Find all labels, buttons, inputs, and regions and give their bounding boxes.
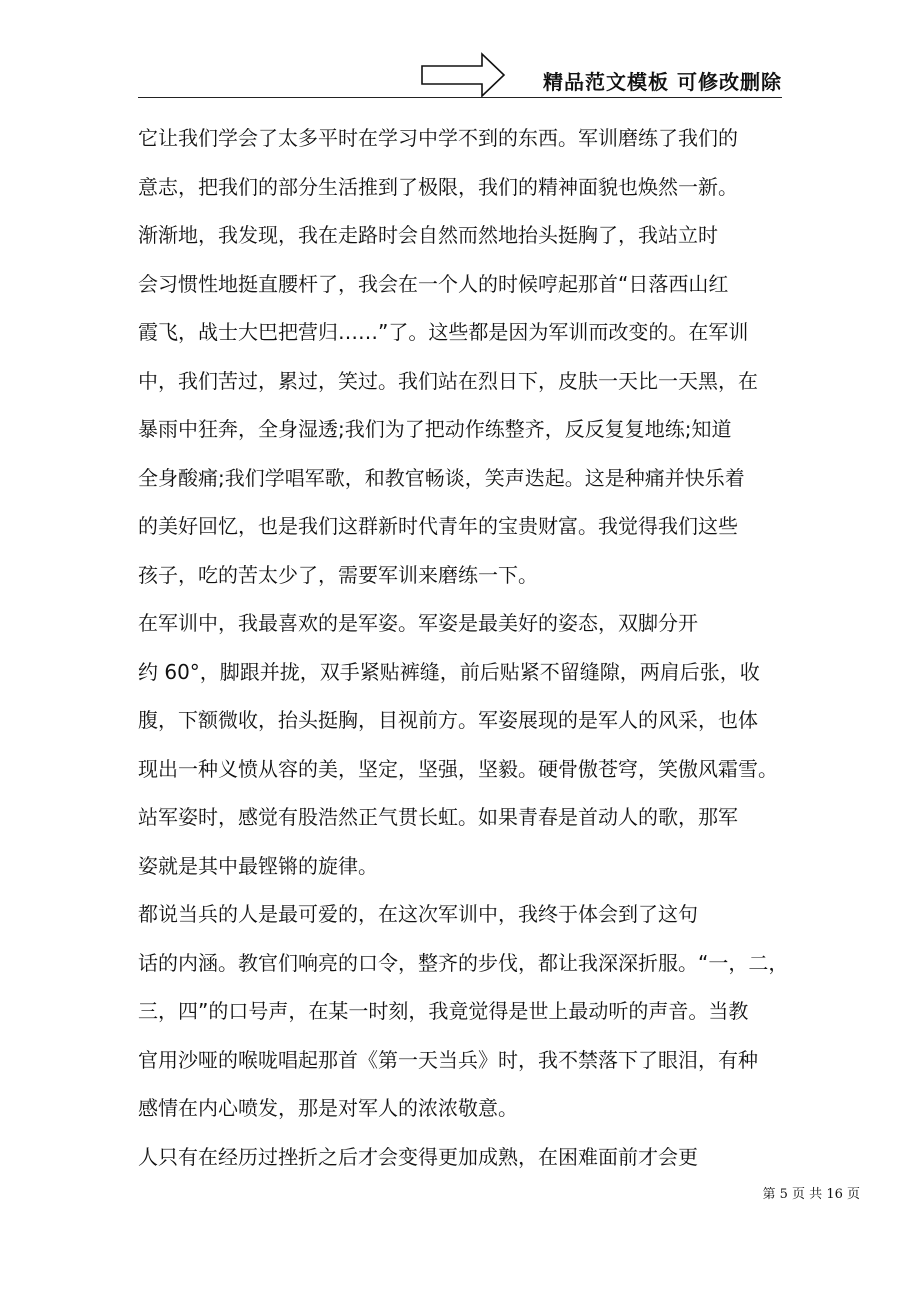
text-line: 在军训中，我最喜欢的是军姿。军姿是最美好的姿态，双脚分开 [138,611,698,635]
header-divider [138,97,782,98]
text-line: 站军姿时，感觉有股浩然正气贯长虹。如果青春是首动人的歌，那军 [138,805,738,829]
text-line: 约 60°，脚跟并拢，双手紧贴裤缝，前后贴紧不留缝隙，两肩后张，收 [138,659,760,684]
text-line: 话的内涵。教官们响亮的口令，整齐的步伐，都让我深深折服。“一，二， [138,950,789,975]
page-number: 第 5 页 共 16 页 [762,1187,860,1202]
text-line: 会习惯性地挺直腰杆了，我会在一个人的时候哼起那首“日落西山红 [138,271,729,296]
text-line: 三，四”的口号声，在某一时刻，我竟觉得是世上最动听的声音。当教 [138,999,749,1023]
text-line: 全身酸痛;我们学唱军歌，和教官畅谈，笑声迭起。这是种痛并快乐着 [138,465,745,490]
right-arrow-icon [420,52,506,98]
text-line: 人只有在经历过挫折之后才会变得更加成熟，在困难面前才会更 [138,1144,698,1169]
text-line: 都说当兵的人是最可爱的，在这次军训中，我终于体会到了这句 [138,902,698,926]
text-line: 官用沙哑的喉咙唱起那首《第一天当兵》时，我不禁落下了眼泪，有种 [138,1047,758,1072]
document-body [138,118,790,1185]
text-line: 现出一种义愤从容的美，坚定，坚强，坚毅。硬骨傲苍穹，笑傲风霜雪。 [138,756,778,781]
text-line: 霞飞，战士大巴把营归……”了。这些都是因为军训而改变的。在军训 [138,320,749,344]
text-line: 孩子，吃的苦太少了，需要军训来磨练一下。 [138,562,538,587]
text-line: 意志，把我们的部分生活推到了极限，我们的精神面貌也焕然一新。 [138,174,738,199]
text-line: 的美好回忆，也是我们这群新时代青年的宝贵财富。我觉得我们这些 [138,514,738,538]
text-line: 姿就是其中最铿锵的旋律。 [138,853,378,878]
header-title: 精品范文模板 可修改删除 [543,70,782,94]
text-line: 渐渐地，我发现，我在走路时会自然而然地抬头挺胸了，我站立时 [138,223,718,247]
text-line: 感情在内心喷发，那是对军人的浓浓敬意。 [138,1096,518,1120]
text-line: 它让我们学会了太多平时在学习中学不到的东西。军训磨练了我们的 [138,126,738,150]
text-line: 中，我们苦过，累过，笑过。我们站在烈日下，皮肤一天比一天黑，在 [138,368,758,393]
text-line: 腹，下额微收，抬头挺胸，目视前方。军姿展现的是军人的风采，也体 [138,708,758,732]
text-line: 暴雨中狂奔，全身湿透;我们为了把动作练整齐，反反复复地练;知道 [138,417,732,441]
